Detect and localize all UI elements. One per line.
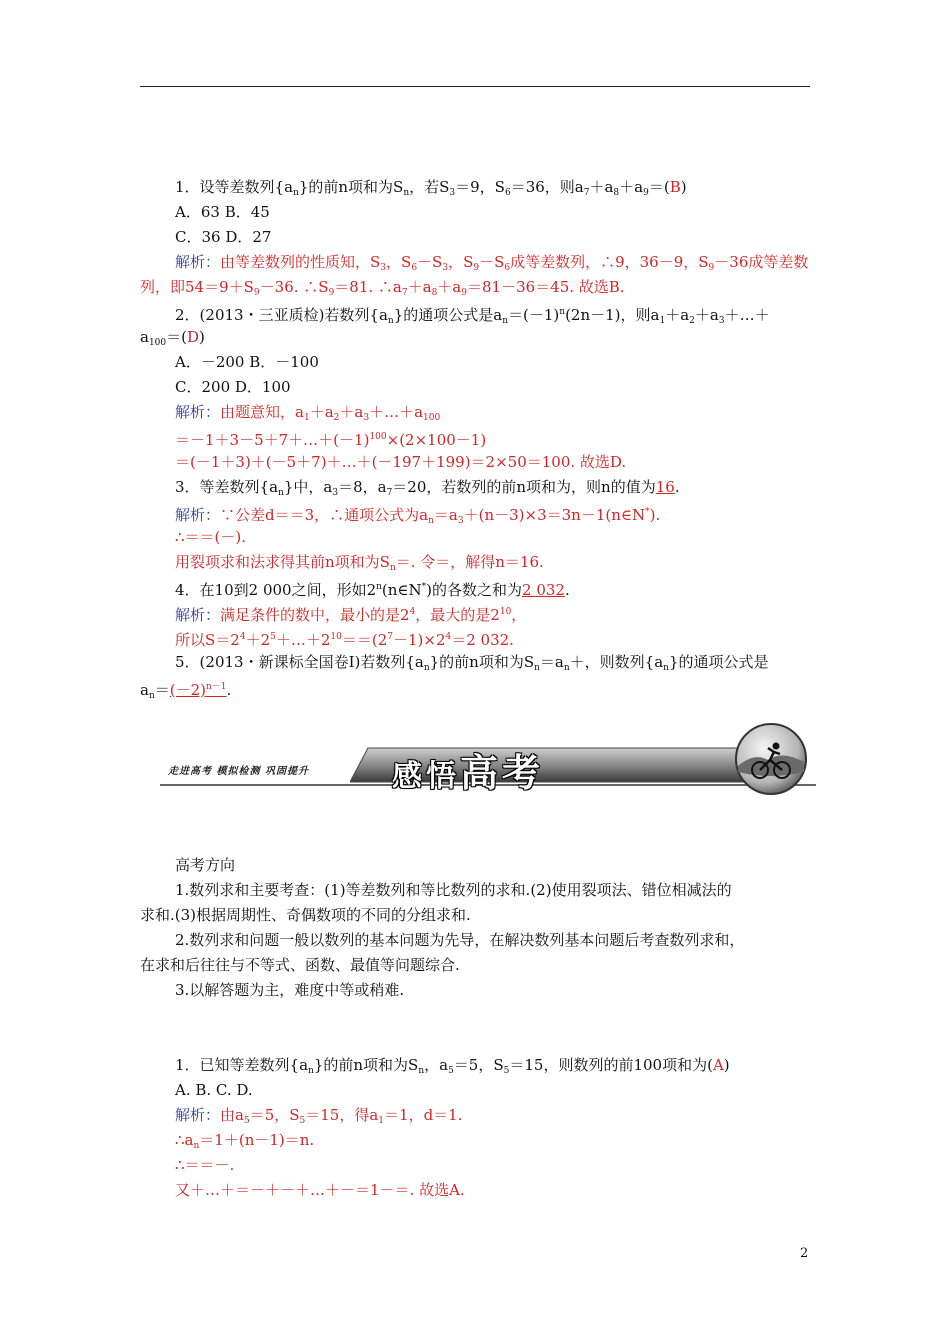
section-banner bbox=[160, 718, 820, 798]
page-number: 2 bbox=[800, 1246, 809, 1261]
q2-options-cd: C．200 D．100 bbox=[175, 378, 291, 396]
q2-solution-2: $=-1+3-5+7+\dots+(-1)^{100}\times(2\times 100-1)$ bbox=[175, 431, 487, 449]
q3-solution-1: 解析：∵公差d＝＝3，∴通项公式为$a_n=a_3+(n-3)\times 3=3n-1(n\in N^*)$. bbox=[175, 506, 661, 526]
q1-options-cd: C．36 D．27 bbox=[175, 228, 272, 246]
q5-stem-cont: $a_n=(-2)^{n-1}$. bbox=[140, 681, 232, 701]
banner-subtitle: 走进高考 模拟检测 巩固提升 bbox=[168, 766, 309, 777]
p1-solution-2: $\therefore a_n=1+(n-1)=n$. bbox=[175, 1131, 315, 1151]
q2-stem-cont: $a_{100}=(D)$ bbox=[140, 328, 205, 348]
banner-title: 感悟高考 bbox=[392, 750, 545, 795]
q2-solution-1: 解析：由题意知，$a_1+a_2+a_3+\dots+a_{100}$ bbox=[175, 403, 441, 423]
q3-solution-3: 用裂项求和法求得其前n项和为$S_n=$. 令＝，解得n＝16. bbox=[175, 553, 544, 573]
q5-answer: $(-2)^{n-1}$ bbox=[169, 681, 227, 699]
q4-solution-1: 解析：满足条件的数中，最小的是$2^4$，最大的是$2^{10}$， bbox=[175, 606, 527, 624]
q4-answer: 2 032 bbox=[522, 581, 565, 599]
cyclist-icon bbox=[734, 722, 808, 796]
p1-stem: 1．已知等差数列$\{a_n\}$的前n项和为$S_n$，$a_5=5$，$S_5=15$，则数列的前100项和为(A) bbox=[175, 1056, 730, 1076]
p1-answer: A bbox=[712, 1056, 724, 1074]
p1-solution-4: 又＋…＋＝－＋－＋…＋－＝1－＝. 故选A. bbox=[175, 1181, 465, 1199]
q4-stem: 4．在10到2 000之间，形如2$^n$(n∈N*)的各数之和为2 032. bbox=[175, 581, 570, 599]
q2-answer: D bbox=[187, 328, 200, 346]
direction-1-cont: 求和.(3)根据周期性、奇偶数项的不同的分组求和. bbox=[140, 906, 471, 924]
direction-1: 1.数列求和主要考查：(1)等差数列和等比数列的求和.(2)使用裂项法、错位相减法的 bbox=[175, 881, 732, 899]
p1-solution-3: ∴＝＝－. bbox=[175, 1156, 235, 1174]
direction-2-cont: 在求和后往往与不等式、函数、最值等问题综合. bbox=[140, 956, 460, 974]
q1-solution-1: 解析：由等差数列的性质知，$S_3$，$S_6-S_3$，$S_9-S_6$成等差数列，∴9，36－9，$S_9-36$成等差数 bbox=[175, 253, 809, 273]
direction-3: 3.以解答题为主，难度中等或稍难. bbox=[175, 981, 405, 999]
q3-solution-2: ∴＝＝(－). bbox=[175, 528, 247, 546]
p1-solution-1: 解析：由$a_5=5$，$S_5=15$，得$a_1=1$，d＝1. bbox=[175, 1106, 463, 1126]
p1-options: A. B. C. D. bbox=[175, 1081, 253, 1099]
q2-solution-3: ＝(－1＋3)＋(－5＋7)＋…＋(－197＋199)＝2×50＝100. 故选D. bbox=[175, 453, 627, 471]
q2-stem: 2．(2013・三亚质检)若数列$\{a_n\}$的通项公式是$a_n=(-1)^n(2n-1)$，则$a_1+a_2+a_3+\dots+$ bbox=[175, 306, 770, 326]
q3-answer: 16 bbox=[655, 478, 675, 496]
direction-2: 2.数列求和问题一般以数列的基本问题为先导，在解决数列基本问题后考查数列求和， bbox=[175, 931, 745, 949]
q1-options-ab: A．63 B．45 bbox=[175, 203, 270, 221]
header-rule bbox=[140, 86, 810, 87]
q1-answer: B bbox=[669, 178, 681, 196]
q1-stem: 1．设等差数列$\{a_n\}$的前n项和为$S_n$，若$S_3=9$，$S_6=36$，则$a_7+a_8+a_9=(B)$ bbox=[175, 178, 687, 198]
q1-solution-2: 列，即$54=9+S_9-36$. $\therefore S_9=81$. $\therefore a_7+a_8+a_9=81-36=45$. 故选B. bbox=[140, 278, 625, 298]
q2-options-ab: A．－200 B．－100 bbox=[175, 353, 319, 371]
q4-solution-2: 所以$S=2^4+2^5+\dots+2^{10}==(2^7-1)\times 2^4=2$ 032. bbox=[175, 631, 514, 649]
q5-stem: 5．(2013・新课标全国卷Ⅰ)若数列$\{a_n\}$的前n项和为$S_n=a_n+$，则数列$\{a_n\}$的通项公式是 bbox=[175, 653, 769, 673]
q3-stem: 3．等差数列$\{a_n\}$中，$a_3=8$，$a_7=20$，若数列的前n项和为，则n的值为16. bbox=[175, 478, 680, 498]
direction-title: 高考方向 bbox=[175, 856, 236, 874]
